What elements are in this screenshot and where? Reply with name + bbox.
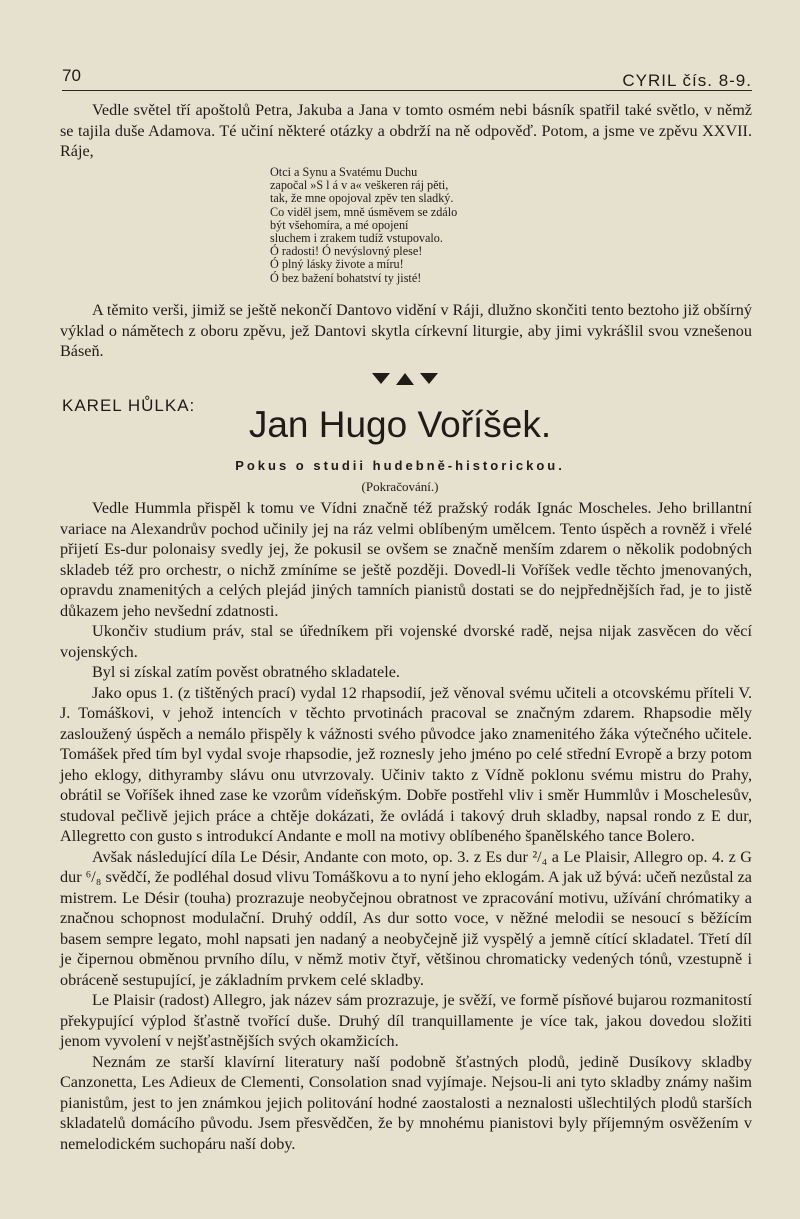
poem-line: započal »S l á v a« veškeren ráj pěti, — [270, 178, 449, 193]
body-paragraph: Le Plaisir (radost) Allegro, jak název sám prozrazuje, je svěží, ve formě písňové bujarou rozmanitostí překypující výplod šťastně tvořící duše. Druhý díl tranquillamente je více tak, jakou dovedou složiti jenom vyvolení v nejšťastnějších svých okamžicích. — [60, 991, 752, 1050]
running-head: CYRIL čís. 8-9. — [622, 71, 752, 90]
poem-line: Co viděl jsem, mně úsměvem se zdálo — [270, 204, 458, 219]
section-ornament-icon — [372, 372, 438, 386]
poem-line: být všehomíra, a mé opojení — [270, 217, 409, 232]
intro-paragraph: Vedle světel tří apoštolů Petra, Jakuba a Jana v tomto osmém nebi básník spatřil také světlo, v němž se tajila duše Adamova. Té učiní některé otázky a obdrží na ně odpověď. Potom, a jsme ve zpěvu XXVII. Ráje, — [60, 101, 752, 160]
body-paragraph: Neznám ze starší klavírní literatury naší podobně šťastných plodů, jedině Dusíkovy skladby Canzonetta, Les Adieux de Clementi, Consolation snad vyjímaje. Nejsou-li ani tyto skladby známy našim pianistům, jest to jen známkou jejich politování hodné zaostalosti a neznalosti ušlechtilých plodů starších skladatelů domácího původu. Jsem přesvědčen, že by mnohému pianistovi byly příjemným osvěžením v nemelodickém suchopáru naší doby. — [60, 1052, 752, 1153]
poem-line: sluchem i zrakem tudíž vstupovalo. — [270, 231, 443, 246]
intro-section — [60, 100, 752, 162]
body-paragraph: Jako opus 1. (z tištěných prací) vydal 12 rhapsodií, jež věnoval svému učiteli a otcovskému příteli V. J. Tomáškovi, v jehož intencích v těchto prvotinách pracoval se značným zdarem. Rhapsodie měly zasloužený úspěch a nemálo přispěly k vážnosti svého původce jako znamenitého žáka výtečného učitele. Tomášek před tím byl vydal svoje rhapsodie, jež roznesly jeho jméno po celé střední Evropě a brzy potom jeho eklogy, dithyramby slávu onu utvrzovaly. Učiniv takto z Vídně poklonu svému mistru do Prahy, obrátil se Voříšek ihned zase ke vzorům vídeňským. Dobře postřehl vliv i směr Hummlův i Moschelesův, studoval pečlivě jejich práce a chtěje dokázati, že ovládá i takový druh skladby, napsal rondo z E dur, Allegretto con gusto s introdukcí Andante e moll na motivy oblíbeného španělského tance Bolero. — [60, 683, 752, 845]
after-poem-section — [60, 300, 752, 362]
poem-line: Ó plný lásky živote a míru! — [270, 257, 404, 272]
article-title: Jan Hugo Voříšek. — [248, 404, 552, 445]
continuation-note: (Pokračování.) — [361, 479, 439, 494]
poem-quotation — [270, 166, 550, 285]
poem-line: Otci a Synu a Svatému Duchu — [270, 165, 418, 179]
body-paragraph: Avšak následující díla Le Désir, Andante con moto, op. 3. z Es dur ²/₄ a Le Plaisir, Allegro op. 4. z G dur ⁶/₈ svědčí, že podléhal dosud vlivu Tomáškovu a to nyní jeho eklogám. A jak už bývá: učeň nezůstal za mistrem. Le Désir (touha) prozrazuje neobyčejnou obratnost ve zpracování motivu, užívání chrómatiky a značnou schopnost modulační. Druhý oddíl, As dur sotto voce, v něžné melodii se nesoucí s běžícím basem sempre legato, mohl napsati jen nadaný a neobyčejně již vyspělý a jemně cítící skladatel. Třetí díl je čipernou obměnou prvního dílu, v němž motiv čtyř, většinou chromaticky vedených tónů, vzestupně i obráceně sestupující, je základním prvkem celé skladby. — [60, 847, 752, 989]
poem-line: Ó radosti! Ó nevýslovný plese! — [270, 244, 423, 259]
poem-line: Ó bez bažení bohatství ty jisté! — [270, 270, 422, 285]
page-number: 70 — [62, 66, 81, 85]
body-paragraph: Byl si získal zatím pověst obratného skladatele. — [92, 663, 400, 681]
after-poem-paragraph: A těmito verši, jimiž se ještě nekončí Dantovo vidění v Ráji, dlužno skončiti tento beztoho již obšírný výklad o námětech z oboru zpěvu, jež Dantovi skytla církevní liturgie, aby jimi vykrášlil svou vznešenou Báseň. — [60, 301, 752, 360]
page-header — [62, 62, 752, 91]
article-subtitle: Pokus o studii hudebně-historickou. — [235, 458, 565, 473]
body-paragraph: Vedle Hummla přispěl k tomu ve Vídni značně též pražský rodák Ignác Moscheles. Jeho brillantní variace na Alexandrův pochod učinily jej na ráz velmi oblíbeným umělcem. Tento úspěch a rovněž i vřelé přijetí Es-dur polonaisy svedly jej, že pokusil se ovšem se značně menším zdarem o několik podobných skladeb též pro orchestr, o nichž zmíníme se ještě později. Dovedl-li Voříšek vedle těchto jmenovaných, opravdu znamenitých a celých plejád jiných tamních pianistů dostati se do nejpřednějších řad, je to jistě důkazem jeho nevšední zdatnosti. — [60, 499, 752, 620]
body-paragraph: Ukončiv studium práv, stal se úředníkem při vojenské dvorské radě, nejsa nijak zasvěcen do věcí vojenských. — [60, 622, 752, 661]
poem-line: tak, že mne opojoval zpěv ten sladký. — [270, 191, 454, 206]
article-body — [60, 498, 752, 1154]
article-author: KAREL HŮLKA: — [62, 396, 196, 415]
